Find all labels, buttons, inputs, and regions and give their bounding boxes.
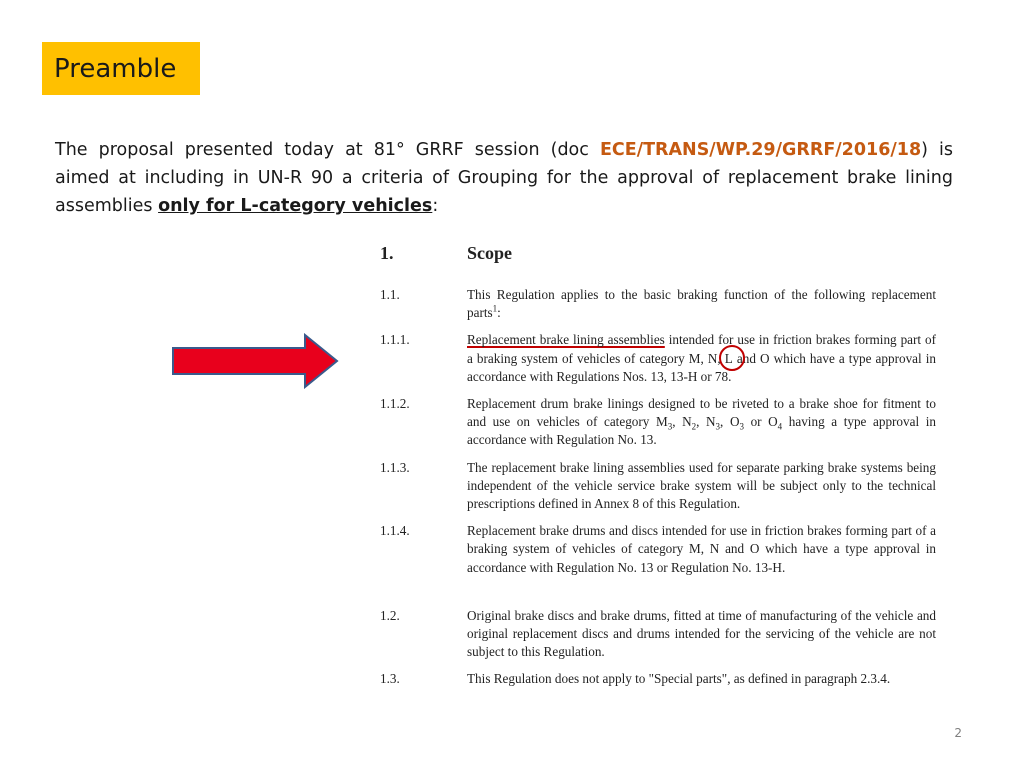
- clause-text-body: This Regulation applies to the basic braking function of the following replacement parts: [467, 287, 936, 321]
- doc-reference: ECE/TRANS/WP.29/GRRF/2016/18: [599, 140, 922, 160]
- intro-text-1: The proposal presented today at 81° GRRF session (doc: [55, 140, 600, 160]
- circled-letter: L: [724, 350, 733, 366]
- clause-text: This Regulation does not apply to "Special parts", as defined in paragraph 2.3.4.: [467, 671, 891, 687]
- clause-1-1-3: [380, 459, 936, 514]
- clause-number: 1.1.1.: [380, 332, 410, 348]
- clause-text-body: , O: [720, 414, 740, 430]
- regulation-excerpt: [380, 244, 936, 698]
- clause-text: [467, 395, 936, 450]
- circled-category: [725, 350, 733, 368]
- subscript: 3: [739, 421, 744, 432]
- clause-text-body: intended for use in friction brakes forming part of a braking system of vehicles of category M, N,: [467, 332, 936, 366]
- clause-text: [467, 331, 936, 386]
- clause-number: 1.2.: [380, 607, 400, 623]
- clause-text: Replacement brake drums and discs intended for use in friction brakes forming part of a braking system of vehicles of category M, N and O which have a type approval in accordance with Regulation No. 13 or Regulation No. 13-H.: [467, 523, 936, 575]
- subscript: 2: [691, 421, 697, 432]
- intro-text-2: ) is aimed at including in UN-R 90 a criteria of Grouping for the approval of replacement brake lining assemblies: [55, 140, 953, 216]
- clause-1-2: [380, 607, 936, 662]
- clause-text-body: or O: [743, 414, 778, 430]
- clause-number: 1.1.2.: [380, 396, 410, 412]
- intro-paragraph: [55, 136, 953, 220]
- clause-text-body: , N: [696, 414, 716, 430]
- subscript: 4: [777, 421, 783, 432]
- clause-number: 1.3.: [380, 671, 400, 687]
- slide-title-text: Preamble: [54, 53, 177, 84]
- page-number: 2: [954, 726, 962, 740]
- clause-number: 1.1.3.: [380, 459, 410, 475]
- subscript: 3: [667, 421, 673, 432]
- clause-text-body: Replacement drum brake linings designed to be riveted to a brake shoe for fitment to and use on vehicles of category M: [467, 396, 936, 430]
- clause-1-1-2: [380, 395, 936, 450]
- highlighted-phrase: Replacement brake lining assemblies: [467, 332, 665, 348]
- right-arrow-icon: [172, 333, 340, 389]
- clause-number: 1.1.: [380, 287, 400, 302]
- clause-text-body-2: and O which have a type approval in accordance with Regulations Nos. 13, 13-H or 78.: [467, 350, 937, 384]
- intro-text-3: :: [432, 196, 439, 216]
- clause-1-1: [380, 286, 936, 322]
- clause-1-1-4: [380, 522, 936, 577]
- scope-heading: [380, 244, 936, 272]
- footnote-marker: 1: [492, 303, 498, 314]
- scope-heading-title: Scope: [467, 243, 512, 263]
- clause-text: Original brake discs and brake drums, fitted at time of manufacturing of the vehicle and original replacement discs and drums intended for the servicing of the vehicle are not subject to this Regulation.: [467, 607, 936, 660]
- intro-emphasis: only for L-category vehicles: [158, 196, 433, 216]
- clause-text: [467, 286, 936, 322]
- clause-number: 1.1.4.: [380, 523, 410, 539]
- clause-1-3: [380, 670, 936, 688]
- clause-text: The replacement brake lining assemblies used for separate parking brake systems being independent of the vehicle service brake system will be subject only to the technical prescriptions defined in Annex 8 of this Regulation.: [467, 459, 936, 512]
- subscript: 3: [715, 421, 721, 432]
- red-circle-annotation: [719, 345, 745, 371]
- clause-text-body: having a type approval in accordance with Regulation No. 13.: [467, 414, 936, 448]
- clause-text-body: , N: [672, 414, 692, 430]
- clause-text-tail: :: [497, 305, 501, 321]
- clause-1-1-1: [380, 331, 936, 386]
- slide-title: [42, 42, 200, 95]
- scope-heading-number: 1.: [380, 243, 394, 263]
